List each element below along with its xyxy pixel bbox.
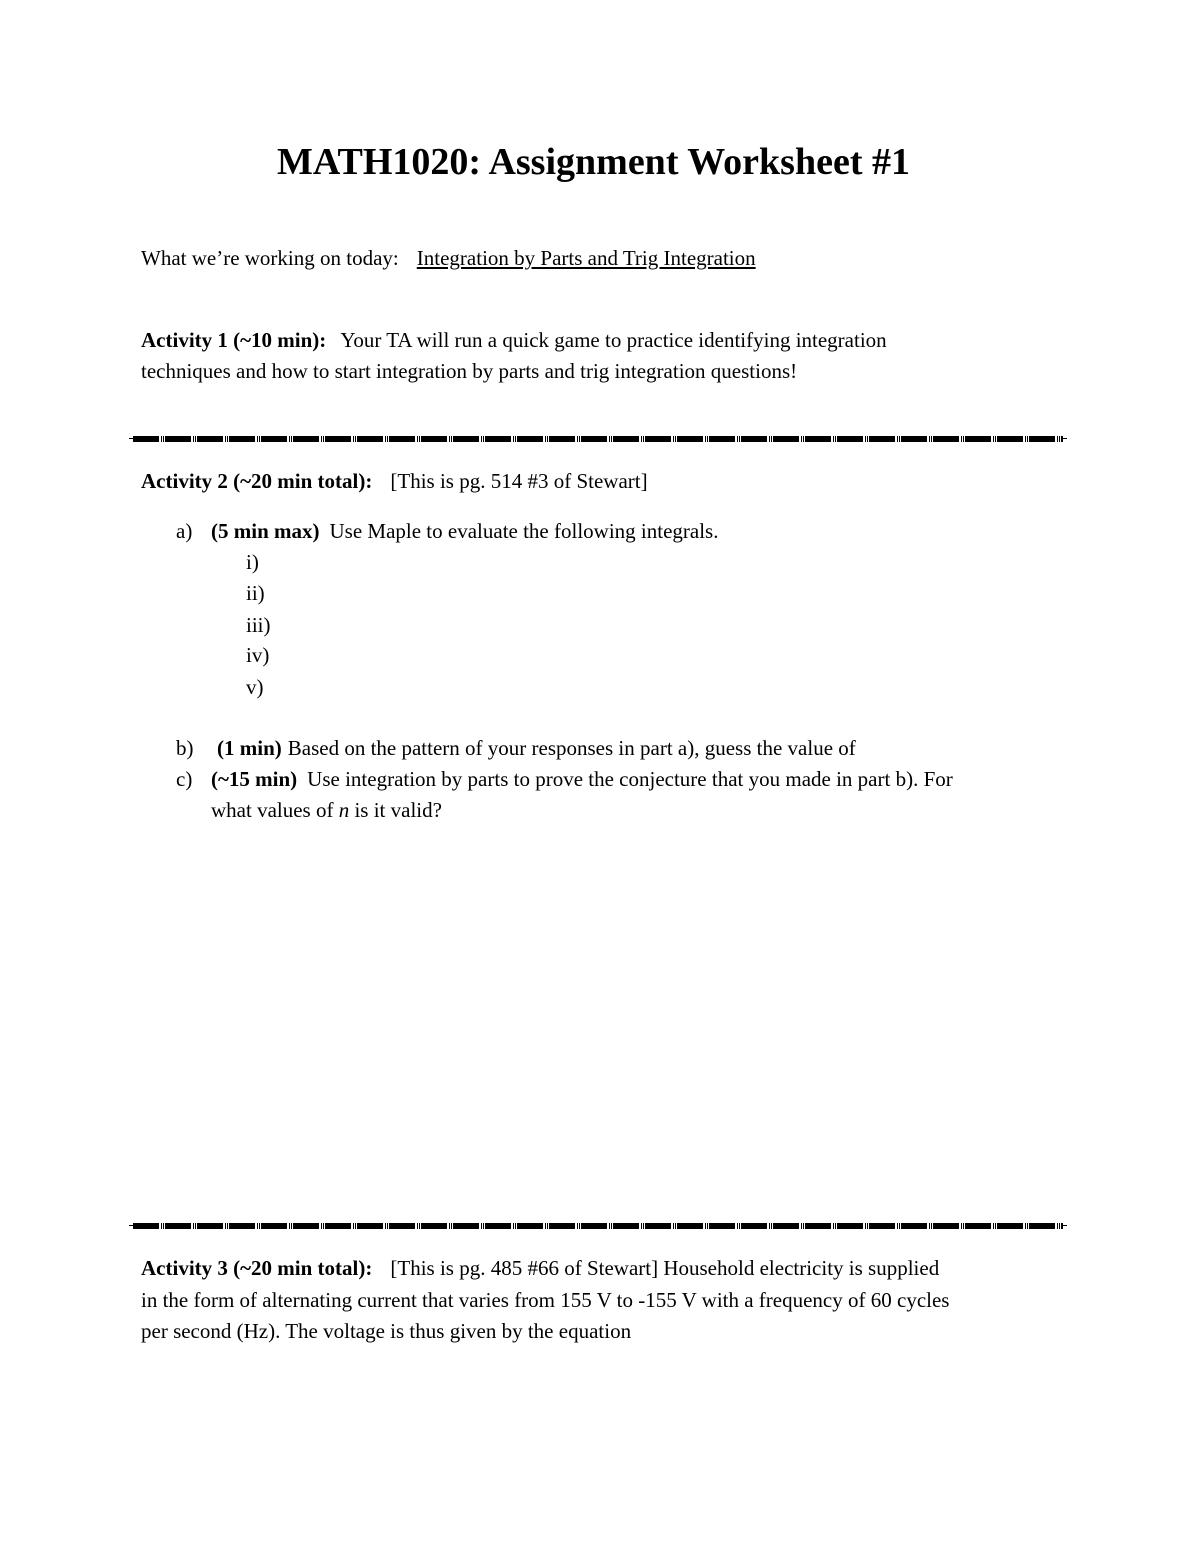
activity2-b-body [217,733,856,764]
activity2-a-text: Use Maple to evaluate the following integrals. [329,519,719,543]
activity2-heading: Activity 2 (~20 min total): [141,469,373,493]
roman-item-4: iv) [246,643,270,667]
activity2-a-body [211,516,718,547]
activity3-line3: per second (Hz). The voltage is thus given by the equation [141,1319,632,1343]
page-title: MATH1020: Assignment Worksheet #1 [277,141,910,183]
activity2-line [141,466,648,497]
activity2-c-text2-post: is it valid? [354,798,442,822]
roman-item-3: iii) [246,613,271,637]
roman-item-5: v) [246,675,264,699]
activity3-line1 [141,1253,939,1284]
activity2-a-letter: a) [176,519,193,543]
activity2-ref: [This is pg. 514 #3 of Stewart] [390,469,648,493]
activity2-b-time: (1 min) [217,736,282,760]
activity3-line2: in the form of alternating current that varies from 155 V to -155 V with a frequency of 60 cycles [141,1288,950,1312]
activity2-c-text1: Use integration by parts to prove the conjecture that you made in part b). For [307,767,953,791]
activity2-c-variable: n [338,798,350,822]
roman-item-2: ii) [246,581,265,605]
section-divider-2 [133,1223,1063,1229]
intro-label: What we’re working on today: [141,246,399,270]
activity2-c-time: (~15 min) [211,767,298,791]
activity2-a-time: (5 min max) [211,519,320,543]
activity3-text1: [This is pg. 485 #66 of Stewart] Household electricity is supplied [390,1256,940,1280]
activity2-c-letter: c) [176,767,193,791]
activity1-line2: techniques and how to start integration by parts and trig integration questions! [141,359,798,383]
roman-item-1: i) [246,550,259,574]
intro-line [141,243,756,274]
activity2-c-text2-pre: what values of [211,798,334,822]
activity2-b-text: Based on the pattern of your responses in part a), guess the value of [287,736,856,760]
activity1-line1 [141,325,887,356]
activity2-c-body-line1 [211,764,953,795]
activity1-heading: Activity 1 (~10 min): [141,328,327,352]
activity2-c-body-line2 [211,795,442,826]
intro-topic: Integration by Parts and Trig Integration [416,246,756,270]
activity3-heading: Activity 3 (~20 min total): [141,1256,373,1280]
activity2-b-letter: b) [176,736,194,760]
activity1-text1: Your TA will run a quick game to practice identifying integration [340,328,887,352]
section-divider-1 [133,436,1063,442]
